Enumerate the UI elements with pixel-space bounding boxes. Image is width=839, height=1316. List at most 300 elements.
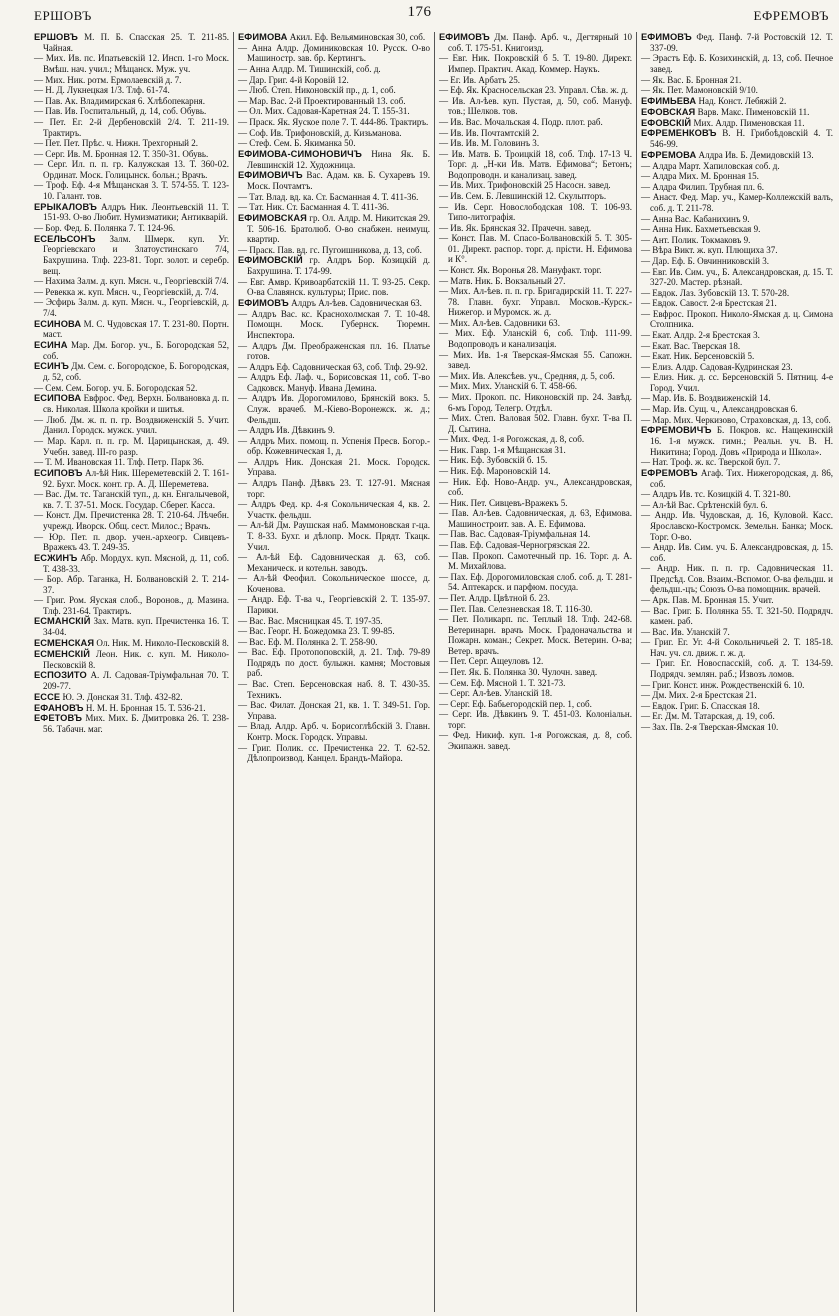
directory-entry — [439, 128, 632, 139]
entry-text: — Бор. Абр. Таганка, Н. Болвановскій 2. Т. 214-37. — [34, 574, 229, 595]
entry-text: — Анаст. Фед. Мар. уч., Камер-Коллежскій валъ, соб. д. Т. 211-78. — [641, 192, 833, 214]
directory-entry — [641, 457, 833, 468]
entry-text: — Серг. Еф. Бабьегородскій пер. 1, соб. — [439, 698, 592, 709]
entry-text: Алдръ Ал-ѣев. Садовническая 63. — [291, 297, 422, 308]
entry-text: Акил. Еф. Вельяминовская 30, соб. — [289, 32, 426, 42]
entry-surname: ЕСИНА — [34, 339, 68, 350]
directory-entry — [439, 75, 632, 86]
directory-entry — [34, 457, 229, 468]
directory-entry — [641, 627, 833, 638]
directory-entry — [641, 701, 833, 712]
entry-text: — Соф. Ив. Трифоновскій, д. Кизьманова. — [238, 127, 402, 138]
directory-entry — [238, 743, 430, 764]
directory-entry — [238, 128, 430, 139]
directory-entry — [238, 425, 430, 436]
entry-text: — Серг. Ал-ѣев. Уланскій 18. — [439, 688, 553, 699]
directory-entry — [641, 468, 833, 489]
entry-text: — Тат. Влад. вд. ка. Ст. Басманная 4. Т. 411-36. — [238, 191, 419, 202]
directory-entry — [238, 117, 430, 128]
entry-text: Ю. Э. Донская 31. Тлф. 432-82. — [62, 691, 183, 702]
entry-surname: ЕФЕТОВЪ — [34, 713, 83, 724]
entry-text: — Мар. Ив. Сущ. ч., Александровская 6. — [641, 404, 798, 415]
entry-text: Фед. Панф. 7-й Ростовскій 12. Т. 337-09. — [650, 32, 833, 53]
entry-text: — Ег. Дм. М. Татарская, д. 19, соб. — [641, 711, 775, 722]
column-1 — [30, 32, 232, 1312]
directory-entry — [641, 341, 833, 352]
entry-text: — Алдръ Вас. кс. Краснохолмская 7. Т. 10-48. Помощн. Моск. Губернск. Тюремн. Инспектора. — [238, 308, 430, 340]
directory-entry — [641, 351, 833, 362]
entry-text: Мих. Алдр. Пименовская 11. — [693, 117, 805, 128]
entry-text: — Андр. Ник. п. п. гр. Садовническая 11. Предсѣд. Сов. Взаим.-Вспомог. О-ва фельдш. и фельдш.-цъ; Союзъ О-ва помощник. врачей. — [641, 563, 833, 595]
directory-entry — [238, 106, 430, 117]
directory-entry — [641, 267, 833, 288]
directory-entry — [34, 223, 229, 234]
entry-text: — Праск. Пав. вд. гс. Пугоишникова, д. 13, соб. — [238, 244, 422, 255]
directory-entry — [439, 265, 632, 276]
directory-entry — [238, 277, 430, 298]
entry-text: — Вас. Филат. Донская 21, кв. 1. Т. 349-51. Гор. Управа. — [238, 700, 430, 721]
entry-text: — Вас. Вас. Мясницкая 45. Т. 197-35. — [238, 615, 383, 626]
directory-entry — [439, 318, 632, 329]
entry-text: — Анна Алдр. М. Тишинскій, соб. д. — [238, 64, 381, 75]
directory-entry — [34, 415, 229, 436]
directory-entry — [439, 699, 632, 710]
entry-text: Мар. Дм. Богор. уч., Б. Богородская 52, соб. — [43, 339, 230, 361]
directory-entry — [238, 721, 430, 742]
entry-text: — Елиз. Алдр. Садовая-Кудринская 23. — [641, 361, 793, 372]
directory-entry — [641, 245, 833, 256]
entry-text: — Пав. Ив. Госпитальный, д. 14, соб. Обувь. — [34, 106, 207, 117]
running-head-right: ЕФРЕМОВЪ — [753, 8, 829, 23]
directory-entry — [439, 117, 632, 128]
entry-text: — Мих. Фед. 1-я Рогожская, д. 8, соб. — [439, 434, 585, 445]
entry-text: — Алдръ Ив. тс. Козицкій 4. Т. 321-80. — [641, 489, 791, 500]
entry-surname: ЕФОВСКАЯ — [641, 106, 696, 117]
directory-entry — [238, 202, 430, 213]
directory-entry — [641, 235, 833, 246]
entry-surname: ЕСЖИНЪ — [34, 552, 78, 563]
entry-surname: ЕРШОВЪ — [34, 32, 78, 42]
entry-surname: ЕФРЕМОВИЧЪ — [641, 425, 712, 436]
entry-text: — Мих. Ив. пс. Ипатьевскій 12. Инсп. 1-го Моск. Вмѣш. нач. учил.; Мѣщанск. Муж. уч. — [34, 53, 229, 75]
directory-entry — [439, 434, 632, 445]
directory-entry — [238, 637, 430, 648]
entry-text: — Анна Ник. Бахметьевская 9. — [641, 224, 761, 235]
entry-text: — Ив. Мих. Трифоновскій 25 Насосн. завед. — [439, 180, 611, 191]
entry-text: — Мих. Ал-ѣев. п. п. гр. Бригадирскій 11. Т. 227-78. Главн. бухг. Управл. Москов.-Курск.-Нижегор. и Муромск. ж. д. — [439, 286, 632, 318]
entry-text: — Алдра Филип. Трубная пл. 6. — [641, 181, 765, 192]
directory-entry — [641, 161, 833, 172]
directory-entry — [238, 255, 430, 276]
entry-text: — Вас. Дм. тс. Таганскій туп., д. кн. Енгалычевой, кв. 7. Т. 37-51. Моск. Государ. Сберег. Касса. — [34, 489, 229, 510]
entry-text: — Нат. Троф. ж. кс. Тверской бул. 7. — [641, 457, 781, 468]
entry-text: — Мар. Ив. Б. Воздвиженскій 14. — [641, 393, 771, 404]
entry-text: — Пав. Ак. Владимирская 6. Хлѣбопекарня. — [34, 95, 205, 106]
entry-text: — Ег. Ив. Арбатъ 25. — [439, 74, 521, 85]
directory-entry — [238, 213, 430, 245]
entry-text: — Григ. Ром. Яуская слоб., Воронов., д. Мазина. Тлф. 231-64. Трактиръ. — [34, 595, 229, 616]
directory-entry — [439, 191, 632, 202]
entry-text: — Пет. Пав. Селезневская 18. Т. 116-30. — [439, 603, 593, 614]
entry-text: — Серг. Ил. п. п. гр. Калужская 13. Т. 360-02. Ординат. Моск. Голицынск. больн.; Врачъ. — [34, 159, 229, 180]
entry-text: — Алдръ Мих. помощ. п. Успенія Пресв. Богор.-обр. Кожевническая 1, д. — [238, 435, 430, 457]
directory-entry — [34, 75, 229, 86]
entry-text: — Евдок. Савост. 2-я Брестская 21. — [641, 298, 777, 309]
running-head — [0, 0, 839, 30]
directory-entry — [641, 288, 833, 299]
directory-entry — [641, 75, 833, 86]
entry-text: Нина Як. Б. Левшинскій 12. Художница. — [247, 148, 431, 170]
directory-entry — [641, 118, 833, 129]
directory-entry — [439, 688, 632, 699]
entry-surname: ЕФИМОВСКАЯ — [238, 212, 307, 223]
directory-entry — [238, 75, 430, 86]
entry-text: — Алдръ Дм. Преображенская пл. 16. Платье готов. — [238, 340, 430, 362]
directory-entry — [641, 372, 833, 393]
entry-text: Б. Покров. кс. Нащекинскій 16. 1-я мужск. гимн.; Реальн. уч. В. Н. Никитина; Город. Довъ «Природа и Школа». — [650, 425, 833, 457]
entry-text: — Троф. Еф. 4-я Мѣщанская 3. Т. 574-55. Т. 123-10. Галант. тов. — [34, 180, 229, 201]
entry-text: — Дар. Еф. Б. Овчинниковскій 3. — [641, 255, 770, 266]
entry-surname: ЕРЫКАЛОВЪ — [34, 201, 97, 212]
entry-text: — Пет. Пет. Прѣс. ч. Нижн. Трехгорный 2. — [34, 138, 199, 149]
directory-entry — [641, 298, 833, 309]
directory-entry — [238, 362, 430, 373]
entry-text: — Ив. Як. Брянская 32. Прачечн. завед. — [439, 222, 592, 233]
directory-entry — [439, 149, 632, 181]
entry-text: — Матв. Ник. Б. Вокзальный 27. — [439, 275, 566, 286]
entry-text: — Серг. Ив. М. Бронная 12. Т. 350-31. Обувь. — [34, 148, 209, 159]
entry-surname: ЕФИМОВИЧЪ — [238, 170, 303, 181]
column-4 — [636, 32, 836, 1312]
directory-entry — [238, 192, 430, 203]
entry-text: — Ник. Гавр. 1-я Мѣщанская 31. — [439, 444, 566, 455]
directory-entry — [641, 171, 833, 182]
entry-text: — Люб. Дм. ж. п. п. гр. Воздвиженскій 5. Учит. Данил. Городск. мужск. учил. — [34, 414, 229, 436]
directory-entry — [439, 350, 632, 371]
entry-surname: ЕФРЕМЕНКОВЪ — [641, 128, 717, 139]
directory-entry — [34, 361, 229, 382]
directory-entry — [641, 722, 833, 733]
directory-entry — [641, 32, 833, 53]
directory-entry — [34, 53, 229, 74]
entry-text: — Конст. Дм. Пречистенка 28. Т. 210-64. Лѣчебн. учрежд. Иворск. Общ. сест. Милос.; Врачъ. — [34, 510, 229, 531]
entry-text: — Мих. Прокоп. пс. Никоновскій пр. 24. Завѣд. 6-мъ Город. Телегр. Отдѣл. — [439, 391, 632, 413]
entry-text: — Ник. Еф. Ново-Андр. уч., Александровская, соб. — [439, 476, 632, 498]
entry-text: — Екат. Алдр. 2-я Брестская 3. — [641, 329, 760, 340]
directory-entry — [238, 436, 430, 457]
entry-text: — Мар. Вас. 2-й Проектированный 13. соб. — [238, 95, 406, 106]
entry-text: — Мих. Мих. Уланскій 6. Т. 458-66. — [439, 381, 578, 392]
entry-text: — Вас. Георг. Н. Божедомка 23. Т. 99-85. — [238, 626, 395, 637]
directory-entry — [34, 297, 229, 318]
directory-entry — [238, 372, 430, 393]
directory-entry — [439, 276, 632, 287]
directory-entry — [439, 96, 632, 117]
entry-text: — Ив. Серг. Новослободская 108. Т. 106-93. Типо-литографія. — [439, 201, 632, 223]
directory-entry — [34, 713, 229, 734]
entry-text: Леон. Ник. с. куп. М. Николо-Песковскій 8. — [43, 648, 229, 670]
entry-surname: ЕФОВСКІЙ — [641, 117, 692, 128]
entry-text: — Эрастъ Еф. Б. Козихинскій, д. 13, соб. Печное завед. — [641, 53, 833, 75]
directory-entry — [641, 606, 833, 627]
directory-entry — [238, 616, 430, 627]
entry-text: — Ив. Матв. Б. Троицкій 18, соб. Тлф. 17-13 Ч. Торг. д. „Н-ки Ив. Матв. Ефимова“; Бетонъ; Водопроводн. и канализац. завед. — [439, 148, 632, 180]
entry-text: — Андр. Ив. Сим. уч. Б. Александровская, д. 15. соб. — [641, 542, 833, 563]
directory-entry — [439, 328, 632, 349]
entry-text: — Елиз. Ник. д. сс. Берсеновскій 5. Пятниц. 4-е Город. Учил. — [641, 372, 833, 393]
entry-text: — Евдок. Лаз. Зубовскій 13. Т. 570-28. — [641, 287, 790, 298]
entry-text: — Ал-ѣй Дм. Раушская наб. Маммоновская г-ца. Т. 8-33. Бухг. и дѣлопр. Моск. Прядт. Ткацк. Учил. — [238, 520, 430, 552]
directory-entry — [439, 53, 632, 74]
entry-text: — Мих. Ив. Алексѣев. уч., Средняя, д. 5, соб. — [439, 370, 615, 381]
directory-entry — [439, 466, 632, 477]
entry-text: — Вас. Степ. Берсеновская наб. 8. Т. 430-35. Техникъ. — [238, 679, 430, 700]
entry-surname: ЕФИМОВСКІЙ — [238, 255, 303, 266]
entry-text: — Конст. Як. Воронья 28. Мануфакт. торг. — [439, 265, 602, 276]
entry-surname: ЕФИМОВЪ — [238, 297, 289, 308]
directory-entry — [641, 85, 833, 96]
entry-text: — Вас. Григ. Б. Полянка 55. Т. 321-50. Подрядч. камен. раб. — [641, 605, 833, 627]
entry-text: — Андр. Ив. Чудовская, д. 16, Куловой. Касс. Ярославско-Костромск. Земельн. Банка; Моск. Торг. О-во. — [641, 510, 833, 542]
directory-entry — [34, 159, 229, 180]
directory-entry — [238, 457, 430, 478]
directory-entry — [439, 593, 632, 604]
directory-entry — [238, 478, 430, 499]
directory-entry — [641, 393, 833, 404]
directory-entry — [439, 498, 632, 509]
directory-entry — [439, 32, 632, 53]
directory-entry — [439, 604, 632, 615]
directory-entry — [34, 595, 229, 616]
directory-entry — [238, 245, 430, 256]
directory-entry — [641, 224, 833, 235]
directory-entry — [641, 330, 833, 341]
directory-entry — [34, 670, 229, 691]
entry-text: Евфрос. Фед. Верхн. Болвановка д. п. св. Николая. Школа кройки и шитья. — [43, 393, 230, 415]
entry-text: — Пет. Поликарп. пс. Теплый 18. Тлф. 242-68. Ветеринарн. врачъ Моск. Градоначальства и Пожарн. коман.; Секрет. Моск. Ветерин. О-ва; Ветер. врачъ. — [439, 614, 632, 656]
entry-text: Агаф. Тих. Нижегородская, д. 86, соб. — [650, 467, 833, 489]
directory-entry — [641, 128, 833, 149]
entry-text: — Н. Д. Лукнецкая 1/3. Тлф. 61-74. — [34, 85, 170, 96]
entry-text: — Алдръ Ив. Дорогомилово, Брянскій вокз. 5. Служ. врачеб. М.-Кіево-Воронежск. ж. д.; Фельдш. — [238, 393, 430, 425]
directory-entry — [238, 341, 430, 362]
directory-entry — [34, 510, 229, 531]
directory-entry — [34, 649, 229, 670]
directory-entry — [439, 392, 632, 413]
entry-surname: ЕФИМОВА-СИМОНОВИЧЪ — [238, 148, 362, 159]
directory-entry — [34, 703, 229, 714]
directory-entry — [34, 436, 229, 457]
directory-entry — [238, 309, 430, 341]
directory-entry — [641, 690, 833, 701]
directory-entry — [439, 455, 632, 466]
entry-text: — Мар. Мих. Черкизово, Страховская, д. 13, соб. — [641, 414, 831, 425]
directory-entry — [439, 85, 632, 96]
directory-entry — [34, 202, 229, 223]
directory-entry — [439, 371, 632, 382]
entry-text: — Дар. Григ. 4-й Коровій 12. — [238, 74, 349, 85]
entry-text: — Алдра Март. Хапиловская соб. д. — [641, 160, 780, 171]
directory-entry — [641, 542, 833, 563]
entry-surname: ЕФИМЬЕВА — [641, 95, 697, 106]
directory-entry — [439, 709, 632, 730]
directory-entry — [238, 499, 430, 520]
entry-text: Алдра Ив. Б. Демидовскій 13. — [698, 149, 814, 160]
directory-entry — [439, 656, 632, 667]
entry-text: — Мих. Ив. 1-я Тверская-Ямская 55. Сапожн. завед. — [439, 349, 632, 371]
directory-entry — [641, 107, 833, 118]
entry-surname: ЕФИМОВЪ — [641, 32, 692, 42]
entry-text: — Екат. Ник. Берсеновскій 5. — [641, 351, 755, 362]
entry-surname: ЕФРЕМОВА — [641, 149, 697, 160]
entry-text: — Мих. Степ. Валовая 502. Главн. бухг. Т-ва П. Д. Сытина. — [439, 413, 632, 434]
directory-entry — [34, 96, 229, 107]
entry-text: — Алдра Мих. М. Бронная 15. — [641, 171, 759, 182]
directory-entry — [238, 626, 430, 637]
entry-text: Дм. Панф. Арб. ч., Дегтярный 10 соб. Т. 175-51. Книгоизд. — [448, 32, 632, 53]
entry-text: Мих. Мих. Б. Дмитровка 26. Т. 238-56. Табачн. маг. — [43, 713, 229, 735]
directory-entry — [238, 679, 430, 700]
entry-text: — Пав. Ал-ѣев. Садовническая, д. 63, Ефимова. Машиностроит. зав. А. Е. Ефимова. — [439, 508, 632, 529]
entry-text: Варв. Макс. Пименовскій 11. — [697, 106, 810, 117]
directory-entry — [641, 680, 833, 691]
entry-text: — Люб. Степ. Никоновскій пр., д. 1, соб. — [238, 85, 396, 96]
directory-entry — [238, 170, 430, 191]
directory-entry — [439, 572, 632, 593]
entry-text: — Евфрос. Прокоп. Николо-Ямская д. ц. Симона Столпника. — [641, 308, 833, 330]
entry-text: — Алдръ Еф. Лаф. ч., Борисовская 11, соб. Т-во Садковск. Мануф. Ивана Демина. — [238, 372, 430, 393]
entry-text: — Серг. Ив. Дѣвкинъ 9. Т. 451-03. Колоніальн. торг. — [439, 709, 632, 730]
directory-entry — [641, 658, 833, 679]
entry-surname: ЕСИПОВЪ — [34, 467, 83, 478]
directory-entry — [641, 489, 833, 500]
directory-entry — [34, 85, 229, 96]
directory-entry — [238, 393, 430, 425]
directory-entry — [238, 573, 430, 594]
entry-surname: ЕСМАНСКІЙ — [34, 616, 91, 627]
entry-surname: ЕСИПОВА — [34, 393, 82, 404]
entry-text: — Вас. Еф. М. Полянка 2. Т. 258-90. — [238, 636, 378, 647]
entry-text: — Евг. Ник. Покровскій б 5. Т. 19-80. Директ. Импер. Практич. Акад. Коммер. Наукъ. — [439, 53, 632, 75]
entry-text: — Алдръ Еф. Садовническая 63, соб. Тлф. 29-92. — [238, 361, 428, 372]
directory-entry — [641, 309, 833, 330]
directory-entry — [34, 383, 229, 394]
entry-text: Залм. Шмерк. куп. Уг. Георгіевскаго и Златоустинскаго 7/4, Бахрушина. Тлф. 223-81. Торг. золот. и серебр. вещ. — [43, 233, 229, 276]
entry-text: — Праск. Як. Яуское поле 7. Т. 444-86. Трактиръ. — [238, 116, 429, 127]
entry-text: — Т. М. Ивановская 11. Тлф. Петр. Парк 36. — [34, 457, 204, 468]
directory-entry — [238, 43, 430, 64]
entry-text: — Еф. Як. Красносельская 23. Управл. Сѣв. ж. д. — [439, 85, 628, 96]
directory-entry — [34, 638, 229, 649]
directory-entry — [641, 53, 833, 74]
entry-text: Ал-ѣй Ник. Шереметевскій 2. Т. 161-92. Бухг. Моск. конт. гр. А. Д. Шереметева. — [43, 467, 229, 489]
entry-surname: ЕФАНОВЪ — [34, 702, 84, 713]
directory-entry — [34, 532, 229, 553]
entry-text: — Ник. Еф. Мароновскій 14. — [439, 466, 551, 476]
entry-text: Н. М. Н. Бронная 15. Т. 536-21. — [85, 702, 206, 713]
directory-entry — [34, 117, 229, 138]
directory-entry — [641, 256, 833, 267]
directory-entry — [641, 563, 833, 595]
entry-text: — Влад. Алдр. Арб. ч. Борисоглѣбскій 3. Главн. Контр. Моск. Городск. Управы. — [238, 721, 430, 742]
entry-text: — Мар. Карл. п. п. гр. М. Царицынская, д. 49. Учебн. завед. III-го разр. — [34, 436, 229, 457]
directory-entry — [34, 149, 229, 160]
entry-text: — Ник. Пет. Сивцевъ-Вражекъ 5. — [439, 497, 568, 508]
entry-text: — Пет. Ег. 2-й Дербеновскій 2/4. Т. 211-19. Трактиръ. — [34, 116, 229, 138]
entry-text: — Ант. Полик. Токмаковъ 9. — [641, 234, 751, 245]
entry-text: — Пет. Як. Б. Полянка 30. Чулочн. завед. — [439, 666, 598, 677]
entry-text: — Ив. Ив. Почтамтскій 2. — [439, 127, 540, 138]
directory-entry — [641, 500, 833, 511]
entry-text: — Ревекка ж. куп. Мясн. ч., Георгіевскій, д. 7/4. — [34, 286, 219, 297]
page-number: 176 — [407, 4, 432, 20]
directory-entry — [238, 552, 430, 573]
entry-text: — Пах. Еф. Дорогомиловская слоб. соб. д. Т. 281-54. Аптекарск. и парфюм. посуда. — [439, 571, 632, 593]
entry-text: — Анна Вас. Кабанихинъ 9. — [641, 213, 750, 224]
entry-surname: ЕСПОЗИТО — [34, 670, 87, 681]
running-head-left: ЕРШОВЪ — [34, 8, 92, 23]
directory-entry — [641, 510, 833, 542]
directory-entry — [238, 594, 430, 615]
directory-entry — [641, 182, 833, 193]
directory-entry — [439, 286, 632, 318]
entry-text: — Екат. Вас. Тверская 18. — [641, 340, 741, 351]
directory-entry — [641, 425, 833, 457]
entry-text: — Ник. Еф. Зубовскій б. 15. — [439, 455, 548, 466]
entry-text: Над. Конст. Лебяжій 2. — [698, 95, 787, 106]
entry-text: — Пет. Серг. Ащеуловъ 12. — [439, 656, 544, 667]
directory-entry — [34, 489, 229, 510]
column-2 — [233, 32, 433, 1312]
directory-entry — [34, 553, 229, 574]
entry-text: В. Н. Грибоѣдовскій 4. Т. 546-99. — [650, 128, 833, 150]
directory-entry — [238, 85, 430, 96]
directory-entry — [238, 96, 430, 107]
directory-entry — [439, 730, 632, 751]
entry-text: — Ал-ѣй Еф. Садовническая д. 63, соб. Механическ. и котельн. заводъ. — [238, 552, 430, 573]
entry-text: — Сем. Сем. Богор. уч. Б. Богородская 52. — [34, 382, 198, 393]
entry-text: — Пав. Еф. Садовая-Черногрязская 22. — [439, 540, 590, 551]
directory-entry — [439, 529, 632, 540]
entry-text: — Вѣра Викт. ж. куп. Плющиха 37. — [641, 245, 778, 256]
entry-text: — Евдок. Григ. Б. Спасская 18. — [641, 700, 760, 711]
directory-entry — [34, 234, 229, 277]
entry-text: гр. Ол. Алдр. М. Никитская 29. Т. 506-16. Братолюб. О-во снабжен. неимущ. квартир. — [247, 212, 430, 245]
entry-text: — Тат. Ник. Ст. Басманная 4. Т. 411-36. — [238, 202, 389, 213]
entry-surname: ЕФИМОВА — [238, 32, 288, 42]
entry-text: — Сем. Еф. Мясной 1. Т. 321-73. — [439, 677, 566, 688]
entry-text: Дм. Сем. с. Богородское, Б. Богородская, д. 52, соб. — [43, 361, 229, 383]
entry-text: Вас. Адам. кв. Б. Сухаревъ 19. Моск. Почтамтъ. — [247, 170, 430, 191]
entry-surname: ЕСЕЛЬСОНЪ — [34, 233, 96, 244]
directory-entry — [439, 413, 632, 434]
directory-entry — [238, 520, 430, 552]
entry-text: — Нахима Залм. д. куп. Мясн. ч., Георгіевскій 7/4. — [34, 276, 229, 287]
entry-surname: ЕФИМОВЪ — [439, 32, 490, 42]
directory-entry — [34, 616, 229, 637]
entry-text: М. С. Чудовская 17. Т. 231-80. Портн. маст. — [43, 318, 229, 340]
entry-surname: ЕСИНЪ — [34, 361, 69, 372]
directory-entry — [34, 574, 229, 595]
directory-entry — [34, 287, 229, 298]
directory-entry — [238, 32, 430, 43]
entry-text: — Арк. Пав. М. Бронная 15. Учит. — [641, 595, 774, 606]
entry-text: — Ив. Сем. Б. Левшинскій 12. Скульпторъ. — [439, 190, 607, 201]
directory-entry — [439, 138, 632, 149]
directory-entry — [641, 96, 833, 107]
entry-text: — Мих. Ал-ѣев. Садовники 63. — [439, 317, 560, 328]
directory-entry — [238, 700, 430, 721]
